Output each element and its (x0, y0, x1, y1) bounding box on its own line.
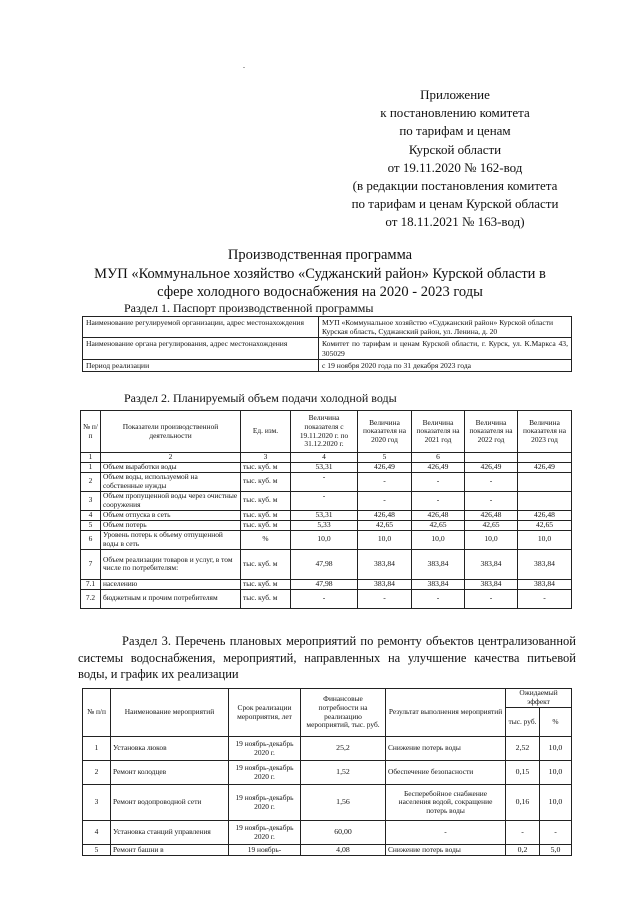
indicator-name: населению (101, 579, 241, 589)
section1-heading: Раздел 1. Паспорт производственной программы (124, 301, 374, 315)
header-row (81, 411, 572, 453)
value-cell: 10,0 (358, 530, 412, 549)
value-cell: - (358, 589, 412, 608)
value-cell: 10,0 (291, 530, 358, 549)
header-cell: Величина показателя с 19.11.2020 г. по 31.12.2020 г. (291, 411, 358, 453)
result-cell: Снижение потерь воды (386, 845, 506, 856)
value-cell: - (291, 472, 358, 491)
value-cell: - (412, 472, 465, 491)
value-cell: - (291, 589, 358, 608)
cost-cell: 60,00 (301, 821, 386, 845)
header-cell: Ед. изм. (241, 411, 291, 453)
table-row (81, 462, 572, 472)
measure-name: Ремонт колодцев (111, 761, 229, 785)
effect-pct-cell: - (540, 821, 572, 845)
table-row (83, 317, 572, 338)
appendix-line: по тарифам и ценам Курской области (351, 196, 559, 212)
value-cell: 10,0 (412, 530, 465, 549)
value-cell: 383,84 (412, 579, 465, 589)
unit-cell: тыс. куб. м (241, 520, 291, 530)
header-cell: Результат выполнения мероприятий (386, 689, 506, 737)
column-number: 5 (358, 453, 412, 463)
appendix-line: от 18.11.2021 № 163-вод) (385, 214, 525, 230)
value-cell: 42,65 (465, 520, 518, 530)
column-number (465, 453, 518, 463)
appendix-line: к постановлению комитета (380, 105, 530, 121)
effect-rub-cell: 0,16 (506, 785, 540, 821)
header-cell: № п/п (81, 411, 101, 453)
table-row (83, 359, 572, 371)
unit-cell: тыс. куб. м (241, 579, 291, 589)
appendix-header (320, 86, 590, 232)
effect-pct-cell: 10,0 (540, 761, 572, 785)
value-cell: 53,31 (291, 510, 358, 520)
header-cell: % (540, 708, 572, 737)
title-line: МУП «Коммунальное хозяйство «Суджанский район» Курской области в (94, 265, 546, 282)
value-cell: 426,49 (465, 462, 518, 472)
table-row (81, 549, 572, 579)
unit-cell: тыс. куб. м (241, 549, 291, 579)
header-cell: Величина показателя на 2020 год (358, 411, 412, 453)
table-row (83, 821, 572, 845)
measure-name: Установка люков (111, 737, 229, 761)
section3-heading: Раздел 3. Перечень плановых мероприятий по ремонту объектов централизованной системы водоснабжения, мероприятий, направленных на улучшение качества питьевой воды, и график их реализации (78, 634, 576, 681)
cost-cell: 1,52 (301, 761, 386, 785)
value-cell: 383,84 (358, 549, 412, 579)
term-cell: 19 ноябрь-декабрь 2020 г. (229, 737, 301, 761)
indicator-name: Объем отпуска в сеть (101, 510, 241, 520)
header-row (83, 689, 572, 708)
passport-value-line: Комитет по тарифам и ценам Курской области, г. Курск, ул. К.Маркса 43, 305029 (322, 339, 568, 358)
appendix-line: Приложение (420, 87, 490, 102)
row-number: 1 (83, 737, 111, 761)
value-cell: 10,0 (465, 530, 518, 549)
header-cell: Величина показателя на 2021 год (412, 411, 465, 453)
effect-rub-cell: 2,52 (506, 737, 540, 761)
row-number: 7.1 (81, 579, 101, 589)
value-cell: 426,49 (358, 462, 412, 472)
measure-name: Установка станций управления (111, 821, 229, 845)
result-cell: Обеспечение безопасности (386, 761, 506, 785)
term-cell: 19 ноябрь-декабрь 2020 г. (229, 785, 301, 821)
value-cell: 383,84 (518, 579, 572, 589)
table-row (81, 472, 572, 491)
value-cell: - (358, 491, 412, 510)
value-cell: 10,0 (518, 530, 572, 549)
value-cell: 426,48 (518, 510, 572, 520)
header-cell: Ожидаемый эффект (506, 689, 572, 708)
effect-rub-cell: 0,15 (506, 761, 540, 785)
table-row (83, 338, 572, 359)
value-cell: - (465, 589, 518, 608)
value-cell: 383,84 (518, 549, 572, 579)
term-cell: 19 ноябрь-декабрь 2020 г. (229, 761, 301, 785)
table-row (83, 845, 572, 856)
column-number: 4 (291, 453, 358, 463)
result-cell: Бесперебойное снабжение населения водой, сокращение потерь воды (386, 785, 506, 821)
water-volume-table (80, 410, 572, 609)
row-number: 7 (81, 549, 101, 579)
value-cell: 426,48 (465, 510, 518, 520)
column-number: 2 (101, 453, 241, 463)
passport-value (319, 317, 572, 338)
table-row (83, 737, 572, 761)
title-line: Производственная программа (227, 247, 413, 263)
header-cell: Финансовые потребности на реализацию мероприятий, тыс. руб. (301, 689, 386, 737)
header-cell: Величина показателя на 2022 год (465, 411, 518, 453)
value-cell: 383,84 (358, 579, 412, 589)
value-cell: - (291, 491, 358, 510)
passport-value-line: Курская область, Суджанский район, ул. Ленина, д. 20 (322, 327, 498, 337)
value-cell: 42,65 (518, 520, 572, 530)
row-number: 5 (81, 520, 101, 530)
appendix-line: Курской области (408, 141, 502, 157)
appendix-line: от 19.11.2020 № 162-вод (387, 159, 523, 175)
value-cell: 42,65 (412, 520, 465, 530)
value-cell: 383,84 (465, 579, 518, 589)
effect-pct-cell: 10,0 (540, 737, 572, 761)
document-title (60, 246, 580, 302)
value-cell: 42,65 (358, 520, 412, 530)
value-cell: - (412, 589, 465, 608)
value-cell: 383,84 (412, 549, 465, 579)
appendix-line: по тарифам и ценам (399, 123, 511, 139)
unit-cell: тыс. куб. м (241, 472, 291, 491)
value-cell: - (412, 491, 465, 510)
row-number: 5 (83, 845, 111, 856)
effect-rub-cell: - (506, 821, 540, 845)
value-cell: 426,49 (412, 462, 465, 472)
measures-table (82, 688, 572, 856)
indicator-name: Объем воды, используемой на собственные нужды (101, 472, 241, 491)
term-cell: 19 ноябрь-декабрь 2020 г. (229, 821, 301, 845)
value-cell: - (358, 472, 412, 491)
row-number: 1 (81, 462, 101, 472)
table-row (81, 589, 572, 608)
value-cell: 47,98 (291, 549, 358, 579)
unit-cell: тыс. куб. м (241, 462, 291, 472)
column-number-row (81, 453, 572, 463)
header-cell: Показатели производственной деятельности (101, 411, 241, 453)
result-cell: Снижение потерь воды (386, 737, 506, 761)
value-cell: 53,31 (291, 462, 358, 472)
measure-name: Ремонт башни в (111, 845, 229, 856)
value-cell (518, 491, 572, 510)
indicator-name: Уровень потерь к объему отпущенной воды в сеть (101, 530, 241, 549)
table-row (81, 520, 572, 530)
value-cell: - (465, 472, 518, 491)
measure-name: Ремонт водопроводной сети (111, 785, 229, 821)
passport-label: Наименование органа регулирования, адрес местонахождения (83, 338, 319, 359)
header-cell: Срок реализации мероприятия, лет (229, 689, 301, 737)
table-row (83, 761, 572, 785)
title-line: сфере холодного водоснабжения на 2020 - 2023 годы (157, 284, 483, 300)
value-cell: 47,98 (291, 579, 358, 589)
indicator-name: Объем выработки воды (101, 462, 241, 472)
header-cell: Величина показателя на 2023 год (518, 411, 572, 453)
result-cell: - (386, 821, 506, 845)
passport-value-line: МУП «Коммунальное хозяйство «Суджанский район» Курской области (322, 318, 554, 327)
indicator-name: Объем пропущенной воды через очистные сооружения (101, 491, 241, 510)
passport-label: Наименование регулируемой организации, адрес местонахождения (83, 317, 319, 338)
row-number: 2 (81, 472, 101, 491)
header-cell: Наименование мероприятий (111, 689, 229, 737)
unit-cell: тыс. куб. м (241, 589, 291, 608)
cost-cell: 1,56 (301, 785, 386, 821)
value-cell: 426,49 (518, 462, 572, 472)
scan-speck (243, 67, 245, 68)
table-row (81, 579, 572, 589)
row-number: 3 (81, 491, 101, 510)
passport-value-line: с 19 ноября 2020 года по 31 декабря 2023 года (322, 360, 472, 370)
cost-cell: 25,2 (301, 737, 386, 761)
table-row (81, 491, 572, 510)
row-number: 3 (83, 785, 111, 821)
table-row (81, 510, 572, 520)
row-number: 7.2 (81, 589, 101, 608)
indicator-name: Объем реализации товаров и услуг, в том числе по потребителям: (101, 549, 241, 579)
appendix-line: (в редакции постановления комитета (352, 178, 558, 194)
indicator-name: Объем потерь (101, 520, 241, 530)
term-cell: 19 ноябрь- (229, 845, 301, 856)
table-row (81, 530, 572, 549)
column-number: 3 (241, 453, 291, 463)
value-cell: 383,84 (465, 549, 518, 579)
row-number: 2 (83, 761, 111, 785)
effect-pct-cell: 10,0 (540, 785, 572, 821)
effect-rub-cell: 0,2 (506, 845, 540, 856)
indicator-name: бюджетным и прочим потребителям (101, 589, 241, 608)
header-cell: № п/п (83, 689, 111, 737)
unit-cell: тыс. куб. м (241, 510, 291, 520)
column-number (518, 453, 572, 463)
effect-pct-cell: 5,0 (540, 845, 572, 856)
value-cell (518, 472, 572, 491)
unit-cell: тыс. куб. м (241, 491, 291, 510)
value-cell: - (465, 491, 518, 510)
passport-table (82, 316, 572, 372)
value-cell: 426,48 (358, 510, 412, 520)
header-cell: тыс. руб. (506, 708, 540, 737)
passport-value (319, 359, 572, 371)
cost-cell: 4,08 (301, 845, 386, 856)
passport-label: Период реализации (83, 359, 319, 371)
value-cell: 426,48 (412, 510, 465, 520)
value-cell: 5,33 (291, 520, 358, 530)
table-row (83, 785, 572, 821)
section2-heading: Раздел 2. Планируемый объем подачи холодной воды (124, 391, 397, 405)
unit-cell: % (241, 530, 291, 549)
row-number: 4 (81, 510, 101, 520)
column-number: 1 (81, 453, 101, 463)
value-cell: - (518, 589, 572, 608)
passport-value (319, 338, 572, 359)
column-number: 6 (412, 453, 465, 463)
row-number: 4 (83, 821, 111, 845)
row-number: 6 (81, 530, 101, 549)
